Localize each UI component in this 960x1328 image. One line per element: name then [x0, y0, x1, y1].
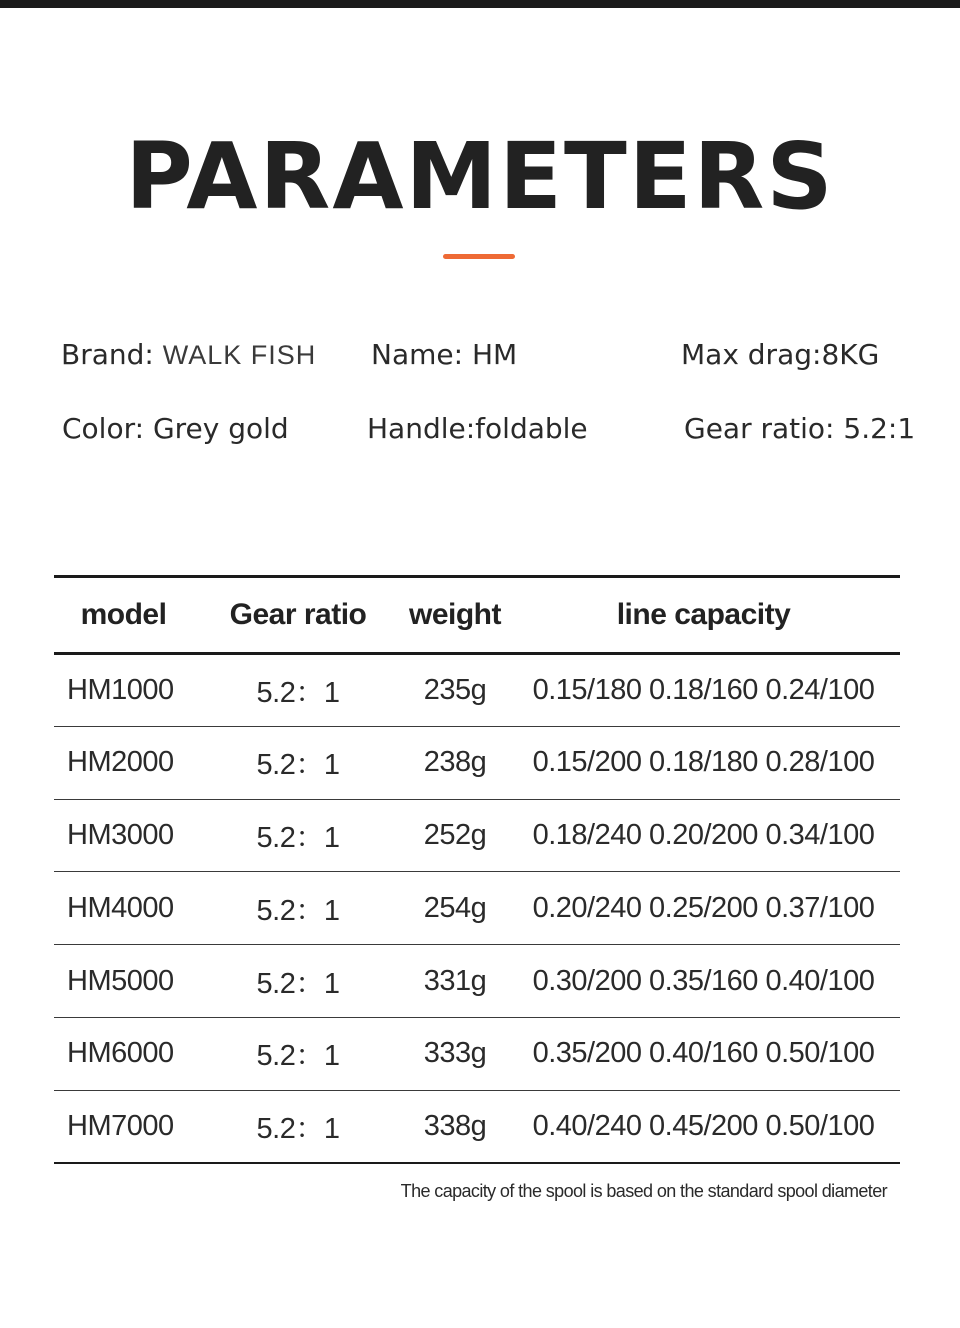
table-row [54, 726, 900, 799]
header-gear-ratio: Gear ratio [193, 577, 403, 654]
cell-line-capacity: 0.20/240 0.25/200 0.37/100 [507, 872, 900, 945]
cell-weight: 254g [403, 872, 507, 945]
header-weight: weight [403, 577, 507, 654]
cell-weight: 338g [403, 1090, 507, 1163]
parameters-table [54, 575, 900, 1164]
cell-model: HM6000 [54, 1017, 193, 1090]
cell-line-capacity: 0.30/200 0.35/160 0.40/100 [507, 945, 900, 1018]
cell-model: HM5000 [54, 945, 193, 1018]
cell-model: HM2000 [54, 726, 193, 799]
cell-weight: 238g [403, 726, 507, 799]
cell-line-capacity: 0.15/200 0.18/180 0.28/100 [507, 726, 900, 799]
cell-weight: 331g [403, 945, 507, 1018]
cell-model: HM4000 [54, 872, 193, 945]
cell-weight: 235g [403, 654, 507, 727]
spec-brand-value: WALK FISH [162, 340, 317, 370]
cell-line-capacity: 0.35/200 0.40/160 0.50/100 [507, 1017, 900, 1090]
cell-model: HM7000 [54, 1090, 193, 1163]
spec-name: Name: HM [371, 338, 518, 371]
table-row [54, 1017, 900, 1090]
cell-gear-ratio: 5.2：1 [193, 1017, 403, 1090]
table-row [54, 945, 900, 1018]
cell-weight: 333g [403, 1017, 507, 1090]
cell-line-capacity: 0.15/180 0.18/160 0.24/100 [507, 654, 900, 727]
page-title: PARAMETERS [125, 123, 835, 230]
spec-brand-label: Brand: [61, 338, 154, 371]
cell-gear-ratio: 5.2：1 [193, 945, 403, 1018]
cell-line-capacity: 0.40/240 0.45/200 0.50/100 [507, 1090, 900, 1163]
cell-gear-ratio: 5.2：1 [193, 654, 403, 727]
spec-max-drag: Max drag:8KG [681, 338, 880, 371]
cell-weight: 252g [403, 799, 507, 872]
spec-gear-ratio: Gear ratio: 5.2:1 [684, 412, 916, 445]
table-header-row [54, 577, 900, 654]
table-row [54, 799, 900, 872]
table-row [54, 872, 900, 945]
cell-gear-ratio: 5.2：1 [193, 726, 403, 799]
cell-gear-ratio: 5.2：1 [193, 1090, 403, 1163]
spec-handle: Handle:foldable [367, 412, 588, 445]
spec-color: Color: Grey gold [62, 412, 289, 445]
cell-gear-ratio: 5.2：1 [193, 799, 403, 872]
cell-model: HM3000 [54, 799, 193, 872]
cell-gear-ratio: 5.2：1 [193, 872, 403, 945]
header-line-capacity: line capacity [507, 577, 900, 654]
table-row [54, 1090, 900, 1163]
cell-line-capacity: 0.18/240 0.20/200 0.34/100 [507, 799, 900, 872]
top-border-bar [0, 0, 960, 8]
cell-model: HM1000 [54, 654, 193, 727]
title-accent-underline [443, 254, 515, 259]
table-row [54, 654, 900, 727]
header-model: model [54, 577, 193, 654]
spec-brand [61, 337, 316, 373]
spool-capacity-note: The capacity of the spool is based on the standard spool diameter [400, 1181, 887, 1201]
